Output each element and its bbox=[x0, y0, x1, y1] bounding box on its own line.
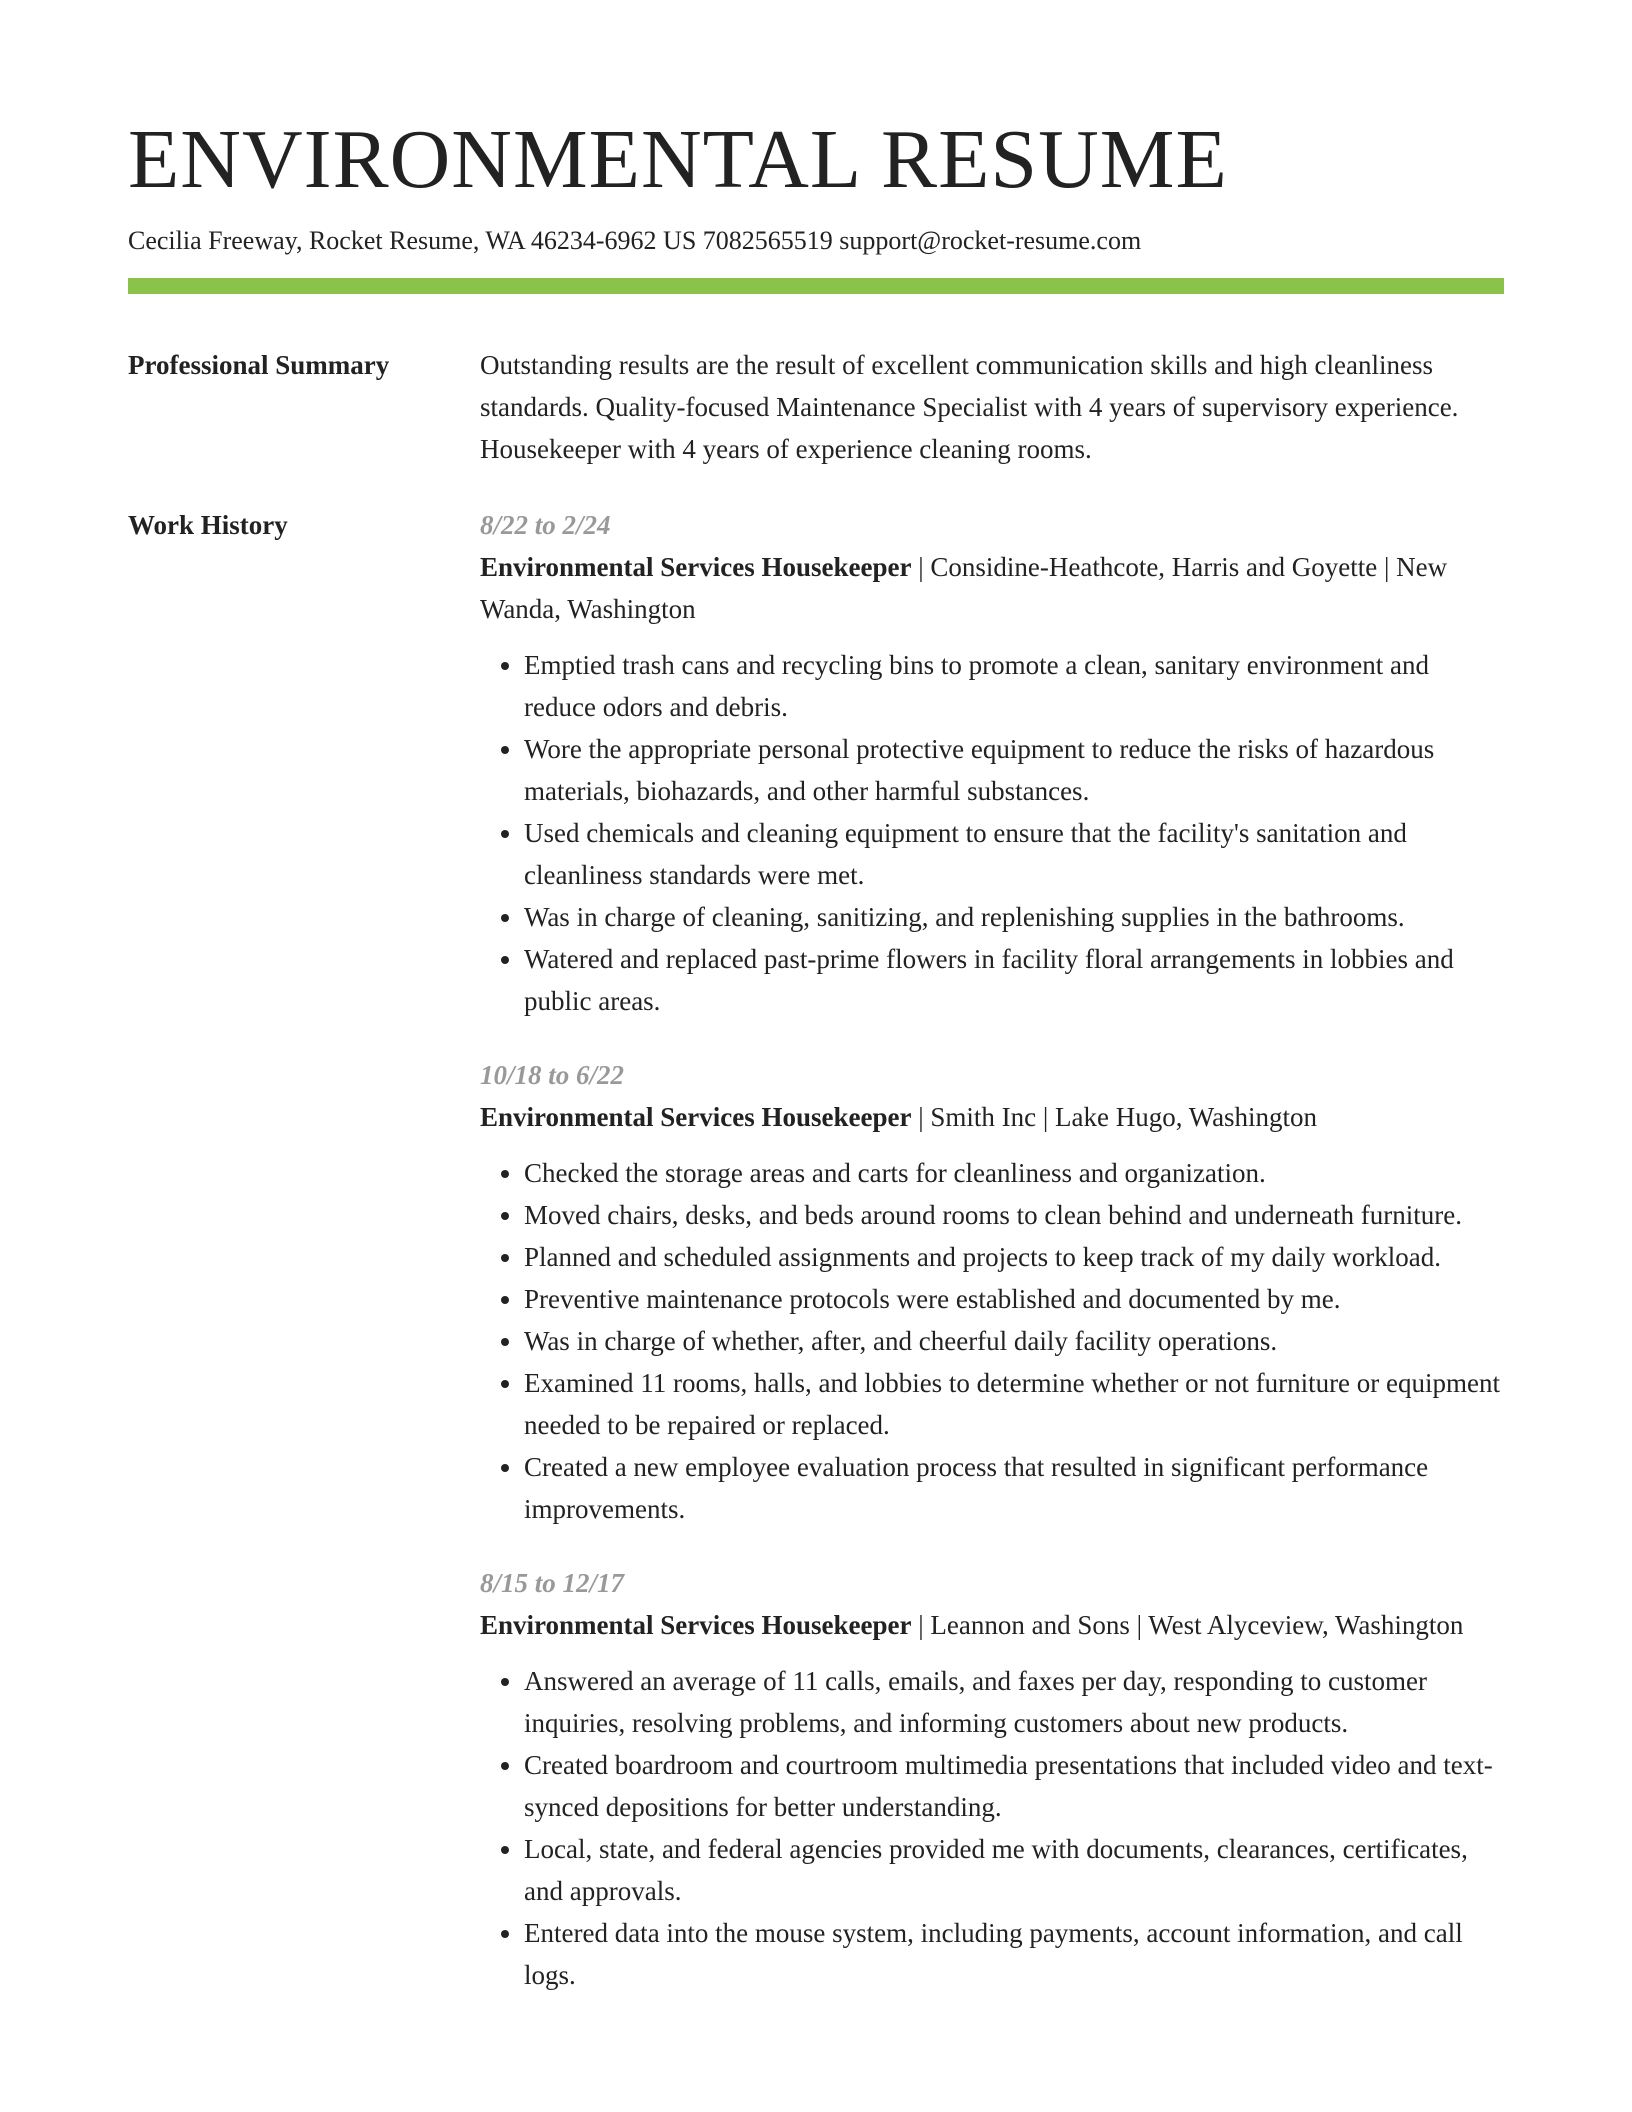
job-details: | Smith Inc | Lake Hugo, Washington bbox=[911, 1101, 1318, 1132]
work-history-label: Work History bbox=[128, 509, 288, 540]
job-heading bbox=[480, 546, 1504, 630]
job-bullet: • Entered data into the mouse system, including payments, account information, and call logs. bbox=[524, 1912, 1504, 1996]
job-bullet: • Wore the appropriate personal protective equipment to reduce the risks of hazardous materials, biohazards, and other harmful substances. bbox=[524, 728, 1504, 812]
job-bullet: • Local, state, and federal agencies provided me with documents, clearances, certificates, and approvals. bbox=[524, 1828, 1504, 1912]
work-history-section bbox=[128, 504, 1504, 1996]
job-entry bbox=[480, 504, 1504, 1022]
job-bullet: • Checked the storage areas and carts for cleanliness and organization. bbox=[524, 1152, 1504, 1194]
job-details: | Leannon and Sons | West Alyceview, Washington bbox=[911, 1609, 1464, 1640]
job-bullet: • Planned and scheduled assignments and projects to keep track of my daily workload. bbox=[524, 1236, 1504, 1278]
job-bullet: • Preventive maintenance protocols were established and documented by me. bbox=[524, 1278, 1504, 1320]
job-dates: 10/18 to 6/22 bbox=[480, 1059, 625, 1090]
job-bullet: • Created a new employee evaluation process that resulted in significant performance improvements. bbox=[524, 1446, 1504, 1530]
job-bullet: • Created boardroom and courtroom multimedia presentations that included video and text-synced depositions for better understanding. bbox=[524, 1744, 1504, 1828]
job-bullets bbox=[480, 1660, 1504, 1996]
work-history-list bbox=[480, 504, 1504, 1996]
contact-line: Cecilia Freeway, Rocket Resume, WA 46234-6962 US 7082565519 support@rocket-resume.com bbox=[128, 226, 1142, 256]
job-entry bbox=[480, 1562, 1504, 1996]
resume-title: ENVIRONMENTAL RESUME bbox=[128, 113, 1228, 206]
job-bullet: • Used chemicals and cleaning equipment to ensure that the facility's sanitation and cleanliness standards were met. bbox=[524, 812, 1504, 896]
job-details: | Considine-Heathcote, Harris and Goyette | New Wanda, Washington bbox=[480, 551, 1448, 624]
resume-page bbox=[128, 113, 1504, 1996]
job-dates: 8/22 to 2/24 bbox=[480, 509, 611, 540]
accent-divider bbox=[128, 278, 1504, 294]
job-bullet: • Watered and replaced past-prime flowers in facility floral arrangements in lobbies and public areas. bbox=[524, 938, 1504, 1022]
job-bullet: • Was in charge of whether, after, and cheerful daily facility operations. bbox=[524, 1320, 1504, 1362]
job-dates: 8/15 to 12/17 bbox=[480, 1567, 625, 1598]
job-bullets bbox=[480, 1152, 1504, 1530]
summary-text: Outstanding results are the result of excellent communication skills and high cleanliness standards. Quality-focused Maintenance Specialist with 4 years of supervisory experience. Housekeeper with 4 years of experience cleaning rooms. bbox=[480, 349, 1459, 464]
job-title: Environmental Services Housekeeper bbox=[480, 1609, 912, 1640]
job-bullet: • Examined 11 rooms, halls, and lobbies to determine whether or not furniture or equipment needed to be repaired or replaced. bbox=[524, 1362, 1504, 1446]
summary-label: Professional Summary bbox=[128, 349, 390, 380]
job-title: Environmental Services Housekeeper bbox=[480, 551, 912, 582]
job-bullets bbox=[480, 644, 1504, 1022]
job-bullet: • Answered an average of 11 calls, emails, and faxes per day, responding to customer inquiries, resolving problems, and informing customers about new products. bbox=[524, 1660, 1504, 1744]
job-entry bbox=[480, 1054, 1504, 1530]
summary-section bbox=[128, 344, 1504, 470]
job-bullet: • Emptied trash cans and recycling bins to promote a clean, sanitary environment and reduce odors and debris. bbox=[524, 644, 1504, 728]
job-bullet: • Moved chairs, desks, and beds around rooms to clean behind and underneath furniture. bbox=[524, 1194, 1504, 1236]
job-title: Environmental Services Housekeeper bbox=[480, 1101, 912, 1132]
job-heading bbox=[480, 1096, 1504, 1138]
job-bullet: • Was in charge of cleaning, sanitizing, and replenishing supplies in the bathrooms. bbox=[524, 896, 1504, 938]
job-heading bbox=[480, 1604, 1504, 1646]
